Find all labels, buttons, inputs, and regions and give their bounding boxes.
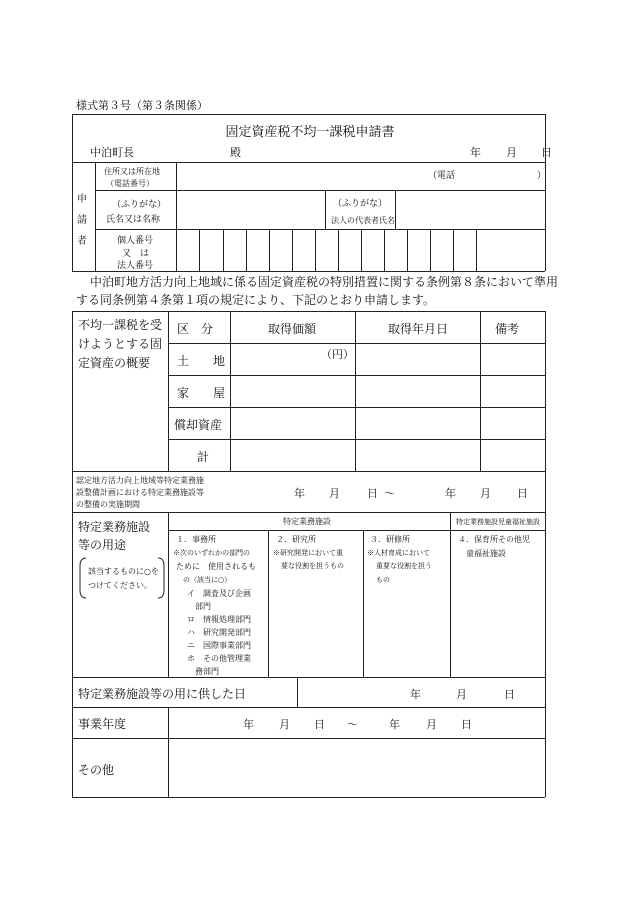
row-building: 家 屋: [177, 386, 226, 400]
research-note-2: 要な役割を担うもの: [281, 562, 344, 570]
address-label: 住所又は所在地: [104, 167, 160, 176]
id-label-1: 個人番号: [117, 236, 154, 246]
office-option: １．事務所: [176, 535, 216, 544]
header-acquisition-price: 取得価額: [268, 322, 317, 336]
name-label: 氏名又は名称: [106, 215, 161, 225]
overview-label-3: 定資産の概要: [78, 356, 151, 370]
childcare-option: ４．保育所その他児: [458, 535, 530, 544]
fiscal-end-year: 年: [389, 718, 400, 731]
plan-tilde: ～: [384, 487, 395, 500]
overview-label-2: けようとする固: [78, 337, 163, 351]
id-label-3: 法人番号: [117, 261, 154, 271]
fiscal-start-year: 年: [243, 718, 254, 731]
unit-yen: （円）: [321, 348, 354, 361]
rep-furigana-label: （ふりがな）: [333, 199, 388, 209]
applicant-side-1: 申: [77, 194, 87, 205]
overview-label-1: 不均一課税を受: [78, 318, 163, 332]
plan-period-label-2: 設整備計画における特定業務施設等: [76, 488, 204, 497]
usage-label-2: 等の用途: [78, 538, 127, 552]
plan-start-day: 日: [367, 487, 378, 500]
intro-line-1: 中泊町地方活力向上地域に係る固定資産税の特別措置に関する条例第８条において準用: [90, 275, 559, 289]
training-note-2: 重要な役割を担う: [376, 562, 432, 570]
plan-period-label-3: の整備の実施期間: [76, 500, 140, 509]
address-phone-label: （電話番号）: [106, 179, 154, 188]
form-number: 様式第３号（第３条関係）: [76, 99, 208, 112]
office-note-2: ために 使用されるも: [176, 562, 256, 571]
office-note-3: の（該当に○）: [183, 576, 232, 584]
header-category: 区 分: [177, 322, 214, 336]
note-bracket-icon: [78, 556, 166, 600]
plan-end-month: 月: [480, 487, 491, 500]
applicant-side-2: 請: [77, 215, 87, 226]
research-note-1: ※研究開発において重: [273, 549, 343, 557]
plan-start-year: 年: [294, 487, 305, 500]
header-remarks: 備考: [495, 322, 520, 336]
usage-note-1: 該当するものに○を: [88, 567, 159, 576]
header-specific-facility: 特定業務施設: [283, 517, 331, 526]
research-option: ２．研究所: [276, 535, 316, 544]
row-land: 土 地: [177, 354, 226, 368]
row-total: 計: [197, 450, 210, 464]
office-item-ni: ニ 国際事業部門: [187, 641, 251, 650]
id-label-2: 又 は: [122, 249, 150, 259]
fiscal-year-label: 事業年度: [78, 717, 127, 731]
service-date-day: 日: [504, 688, 515, 701]
service-date-label: 特定業務施設等の用に供した日: [78, 687, 247, 701]
row-depreciable: 償却資産: [174, 418, 223, 432]
plan-period-label-1: 認定地方活力向上地域等特定業務施: [76, 476, 204, 485]
plan-start-month: 月: [329, 487, 340, 500]
plan-end-year: 年: [445, 487, 456, 500]
office-item-i: イ 調査及び企画: [187, 589, 251, 598]
office-item-ha: ハ 研究開発部門: [187, 628, 251, 637]
phone-close: ）: [537, 171, 547, 181]
date-year: 年: [470, 146, 481, 159]
fiscal-end-day: 日: [461, 718, 472, 731]
date-day: 日: [541, 146, 552, 159]
service-date-year: 年: [410, 688, 421, 701]
fiscal-tilde: ～: [347, 718, 358, 731]
other-label: その他: [78, 763, 115, 777]
service-date-month: 月: [456, 688, 467, 701]
fiscal-end-month: 月: [426, 718, 437, 731]
name-furigana-label: （ふりがな）: [112, 200, 167, 210]
office-item-ho: ホ その他管理業: [187, 654, 251, 663]
training-note-1: ※人材育成において: [367, 549, 430, 557]
childcare-option-cont: 童福祉施設: [466, 549, 506, 558]
fiscal-start-month: 月: [279, 718, 290, 731]
office-note-1: ※次のいずれかの部門の: [173, 549, 250, 557]
office-item-i-cont: 部門: [195, 602, 211, 611]
plan-end-day: 日: [517, 487, 528, 500]
phone-label: （電話: [428, 171, 456, 181]
usage-label-1: 特定業務施設: [78, 520, 151, 534]
honorific: 殿: [230, 146, 241, 159]
fiscal-start-day: 日: [314, 718, 325, 731]
intro-line-2: する同条例第４条第１項の規定により、下記のとおり申請します。: [76, 293, 436, 307]
date-month: 月: [506, 146, 517, 159]
header-child-welfare: 特定業務施設児童福祉施設: [456, 518, 540, 526]
header-acquisition-date: 取得年月日: [388, 322, 449, 336]
usage-note-2: つけてください。: [88, 581, 152, 590]
office-item-ro: ロ 情報処理部門: [187, 615, 251, 624]
applicant-side-3: 者: [77, 236, 87, 247]
training-note-3: もの: [376, 576, 390, 584]
form-title: 固定資産税不均一課税申請書: [225, 125, 395, 140]
office-item-ho-cont: 務部門: [195, 667, 219, 676]
rep-name-label: 法人の代表者氏名: [331, 216, 395, 225]
training-option: ３．研修所: [370, 535, 410, 544]
addressee: 中泊町長: [90, 146, 134, 159]
